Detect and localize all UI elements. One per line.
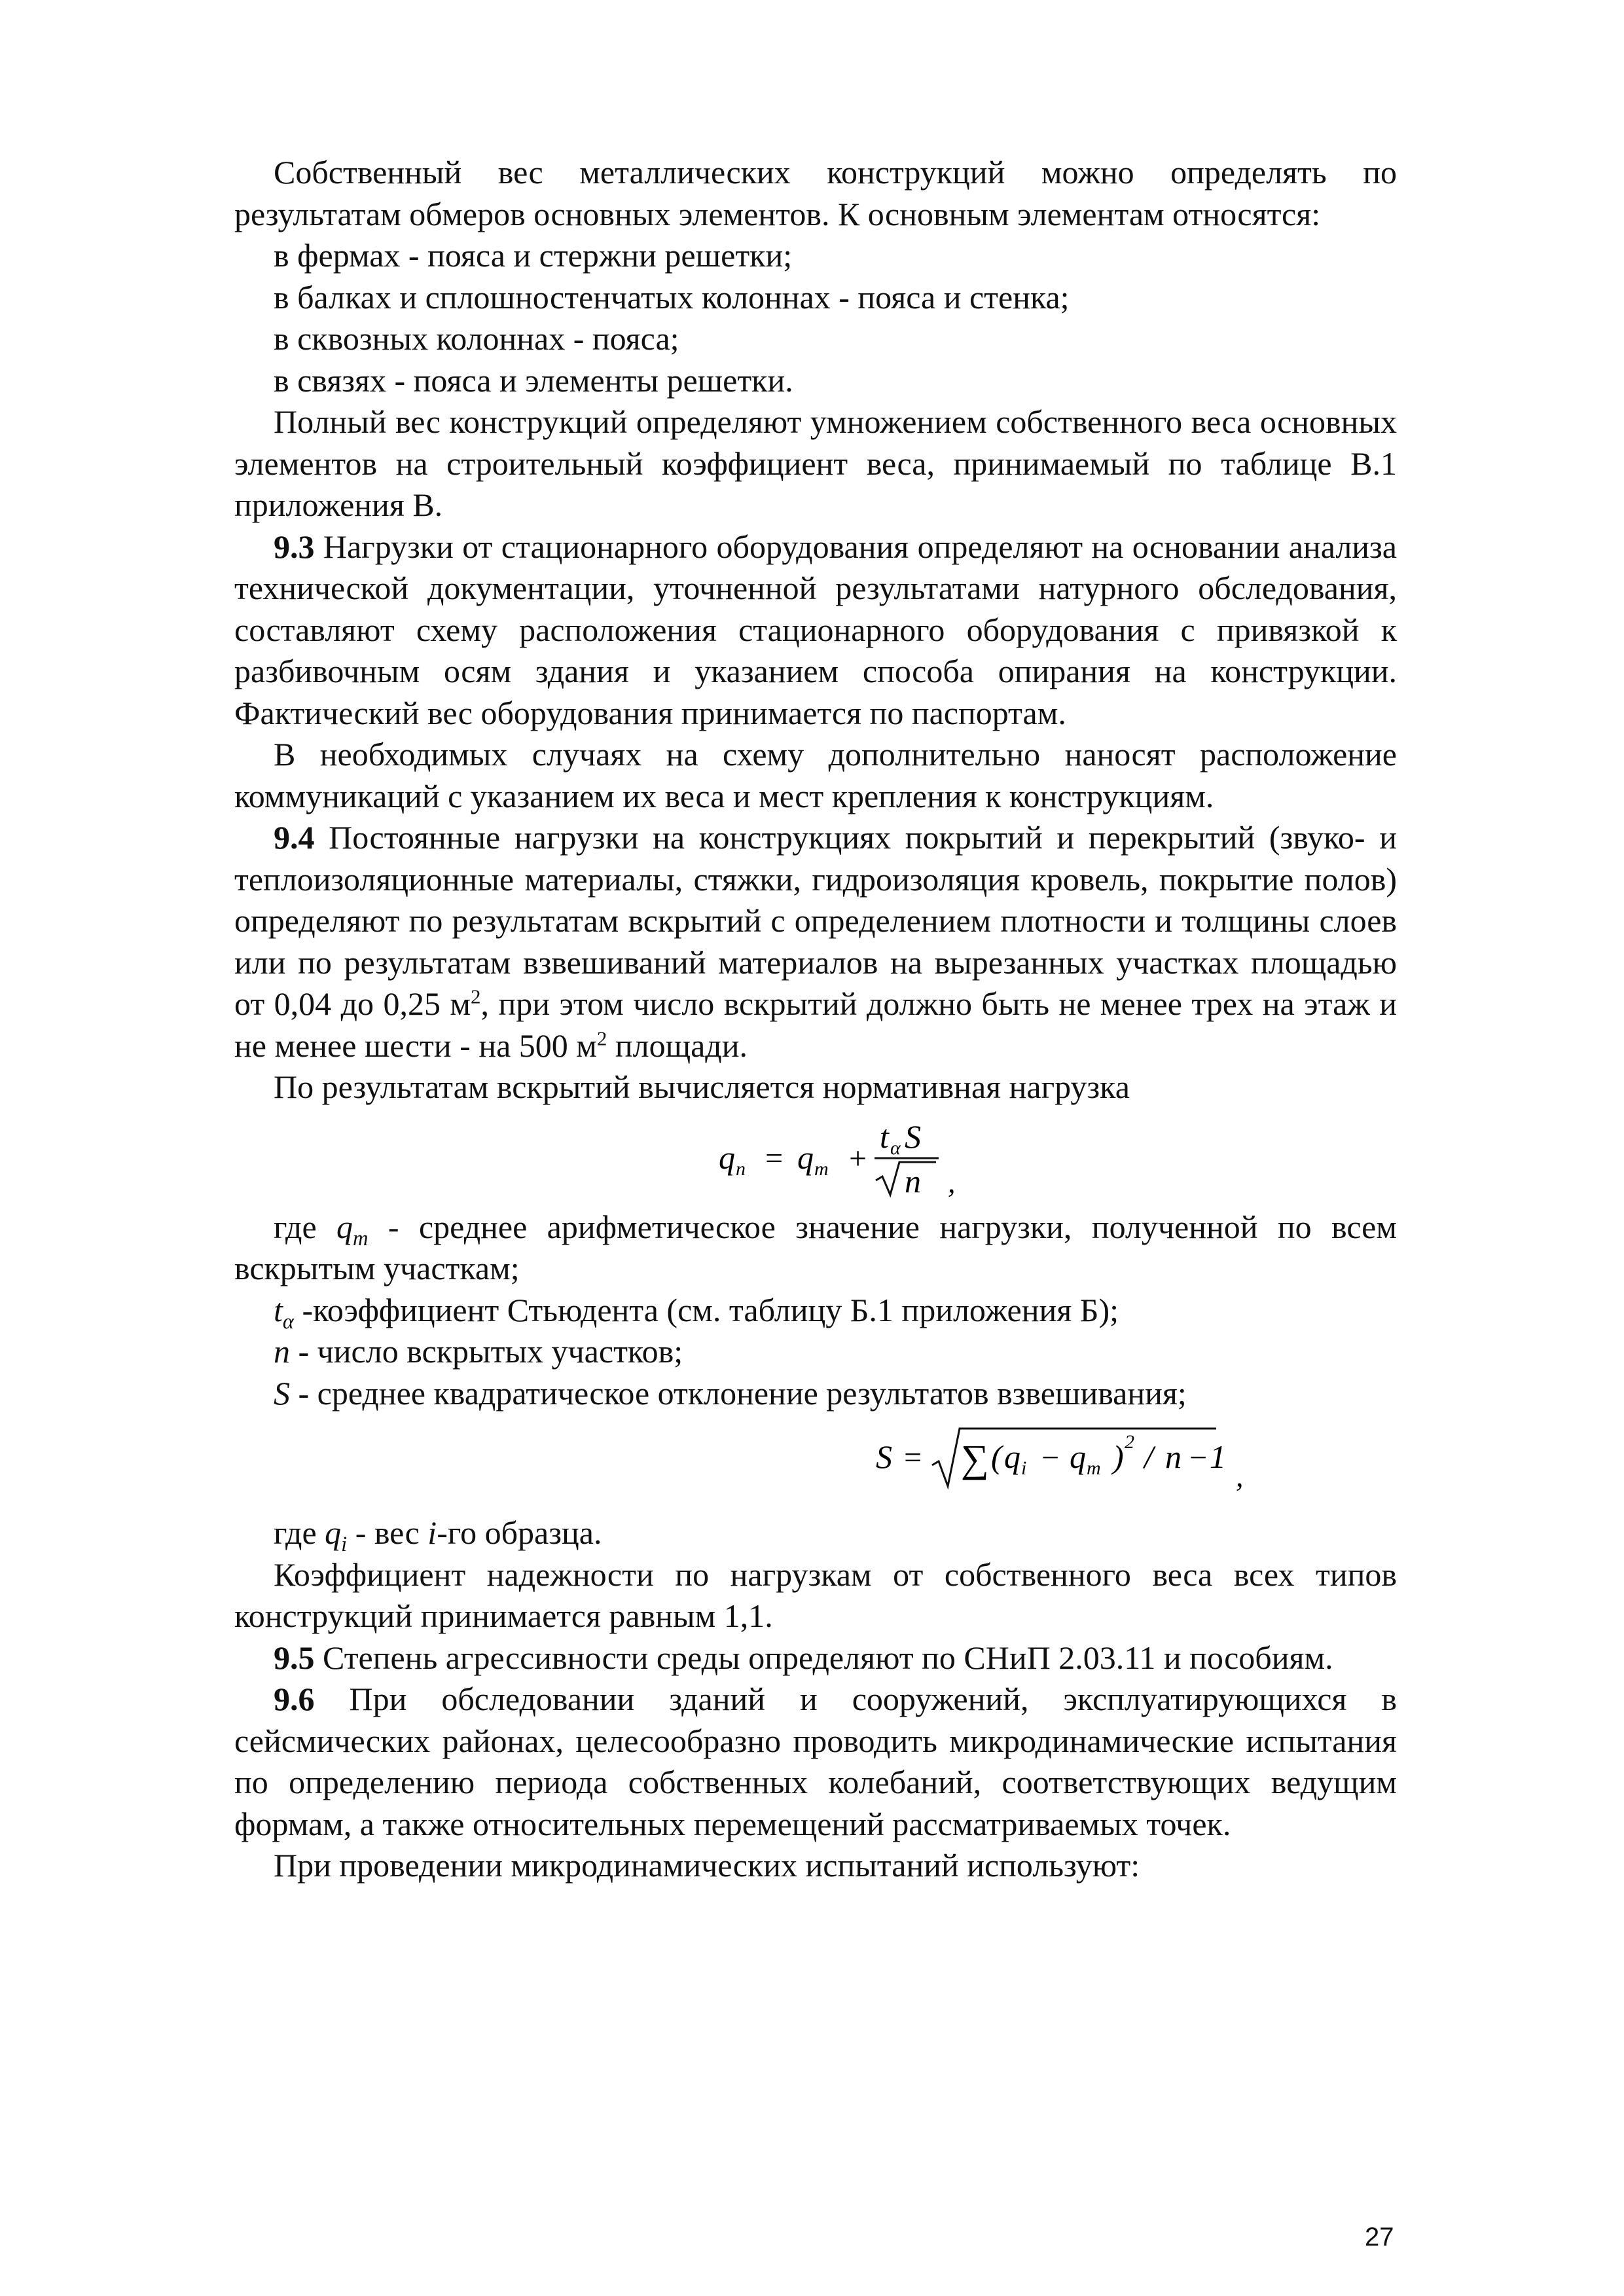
subscript: α bbox=[282, 1309, 294, 1334]
definition-qi bbox=[234, 1512, 1397, 1554]
definition-text: - среднее квадратическое отклонение результатов взвешивания; bbox=[290, 1374, 1187, 1412]
section-text: , при этом число вскрытий должно быть не менее трех на этаж и не менее шести - на 500 м bbox=[234, 985, 1398, 1064]
formula-subscript: m bbox=[814, 1157, 829, 1180]
formula-normative-load bbox=[234, 1108, 1397, 1207]
formula-operator: = bbox=[902, 1440, 924, 1475]
section-text: Постоянные нагрузки на конструкциях покрытий и перекрытий (звуко- и теплоизоляционные материалы, стяжки, гидроизоляция кровель, покрытие полов) определяют по результатам вскрытий с определением плотности и толщины слоев или по результатам взвешиваний материалов на вырезанных участках площадью от 0,04 до 0,25 м bbox=[234, 819, 1397, 1022]
list-item: в фермах - пояса и стержни решетки; bbox=[274, 237, 793, 274]
text-block bbox=[234, 152, 1397, 1887]
paragraph-microdynamic-tests: При проведении микродинамических испытаний используют: bbox=[274, 1847, 1140, 1884]
paragraph-communications: В необходимых случаях на схему дополнительно наносят расположение коммуникаций с указанием их веса и мест крепления к конструкциям. bbox=[234, 736, 1397, 814]
formula-paren: ) bbox=[1113, 1438, 1124, 1475]
where-label: где bbox=[274, 1208, 337, 1245]
subscript: i bbox=[341, 1533, 348, 1556]
section-number: 9.5 bbox=[274, 1639, 315, 1676]
symbol: q bbox=[336, 1208, 353, 1245]
definition-text: -коэффициент Стьюдента (см. таблицу Б.1 приложения Б); bbox=[293, 1291, 1119, 1328]
formula-symbol: n bbox=[1165, 1438, 1182, 1475]
formula-subscript: i bbox=[1021, 1457, 1027, 1479]
section-number: 9.6 bbox=[274, 1681, 315, 1717]
formula-symbol: q bbox=[719, 1139, 735, 1176]
section-text: Нагрузки от стационарного оборудования определяют на основании анализа технической документации, уточненной результатами натурного обследования, составляют схему расположения стационарного оборудования с привязкой к разбивочным осям здания и указанием способа опирания на конструкции. Фактический вес оборудования принимается по паспортам. bbox=[234, 528, 1397, 731]
section-text: площади. bbox=[607, 1027, 748, 1064]
paragraph-reliability-factor: Коэффициент надежности по нагрузкам от собственного веса всех типов конструкций принимается равным 1,1. bbox=[234, 1556, 1397, 1634]
formula-operator: + bbox=[847, 1140, 869, 1176]
paragraph-full-weight: Полный вес конструкций определяют умножением собственного веса основных элементов на строительный коэффициент веса, принимаемый по таблице В.1 приложения В. bbox=[234, 403, 1397, 523]
definition-text: -го образца. bbox=[437, 1514, 602, 1551]
section-text: При обследовании зданий и сооружений, эксплуатирующихся в сейсмических районах, целесообразно проводить микродинамические испытания по определению периода собственных колебаний, соответствующих ведущим формам, а также относительных перемещений рассматриваемых точек. bbox=[234, 1681, 1397, 1842]
section-9-3 bbox=[234, 526, 1397, 735]
formula-symbol: t bbox=[880, 1118, 889, 1155]
where-label: где bbox=[274, 1514, 325, 1551]
section-9-5 bbox=[234, 1637, 1397, 1679]
paragraph-normative-load: По результатам вскрытий вычисляется нормативная нагрузка bbox=[274, 1068, 1130, 1105]
formula-number: 1 bbox=[1210, 1438, 1226, 1475]
symbol: i bbox=[427, 1514, 437, 1551]
formula-operator: − bbox=[1187, 1440, 1209, 1475]
section-number: 9.4 bbox=[274, 819, 315, 856]
formula-symbol: q bbox=[797, 1139, 814, 1176]
superscript: 2 bbox=[596, 1026, 607, 1049]
section-number: 9.3 bbox=[274, 528, 315, 565]
formula-std-deviation bbox=[234, 1414, 1397, 1512]
formula-paren: ( bbox=[991, 1438, 1002, 1475]
formula-subscript: α bbox=[890, 1137, 901, 1159]
list-item: в связях - пояса и элементы решетки. bbox=[274, 361, 793, 399]
symbol: t bbox=[274, 1291, 283, 1328]
page-number: 27 bbox=[1365, 2223, 1394, 2251]
paragraph-own-weight: Собственный вес металлических конструкций можно определять по результатам обмеров основных элементов. К основным элементам относятся: bbox=[234, 154, 1397, 232]
formula-comma: , bbox=[948, 1165, 956, 1199]
formula-power: 2 bbox=[1125, 1431, 1134, 1453]
formula-sum: ∑ bbox=[961, 1437, 989, 1480]
symbol: q bbox=[325, 1514, 342, 1551]
formula-comma: , bbox=[1236, 1459, 1244, 1493]
section-9-4 bbox=[234, 817, 1397, 1066]
section-text: Степень агрессивности среды определяют по СНиП 2.03.11 и пособиям. bbox=[314, 1639, 1333, 1676]
formula-operator: = bbox=[763, 1140, 785, 1176]
formula-subscript: n bbox=[736, 1157, 746, 1180]
list-item: в сквозных колоннах - пояса; bbox=[274, 320, 679, 357]
definition-t-alpha bbox=[234, 1290, 1397, 1332]
symbol: S bbox=[274, 1374, 290, 1412]
definition-text: - число вскрытых участков; bbox=[290, 1333, 683, 1370]
definition-n bbox=[234, 1331, 1397, 1373]
definition-qm bbox=[234, 1207, 1397, 1290]
definition-text: - среднее арифметическое значение нагрузки, полученной по всем вскрытым участкам; bbox=[234, 1208, 1397, 1286]
formula-symbol: q bbox=[1004, 1438, 1020, 1475]
subscript: m bbox=[353, 1226, 369, 1250]
formula-s-svg bbox=[627, 1414, 1216, 1499]
formula-symbol: S bbox=[876, 1438, 892, 1475]
symbol: n bbox=[274, 1333, 290, 1370]
formula-operator: − bbox=[1039, 1440, 1061, 1475]
definition-text: - вес bbox=[347, 1514, 428, 1551]
formula-subscript: m bbox=[1087, 1457, 1101, 1479]
formula-symbol: n bbox=[905, 1162, 921, 1199]
formula-operator: / bbox=[1144, 1438, 1153, 1475]
section-9-6 bbox=[234, 1679, 1397, 1845]
formula-s-tail-svg bbox=[1210, 1414, 1269, 1499]
definition-s bbox=[234, 1373, 1397, 1415]
formula-symbol: S bbox=[905, 1118, 921, 1155]
list-item: в балках и сплошностенчатых колоннах - пояса и стенка; bbox=[274, 278, 1070, 316]
formula-symbol: q bbox=[1070, 1438, 1086, 1475]
superscript: 2 bbox=[471, 985, 481, 1008]
formula-qn-svg bbox=[719, 1115, 1177, 1200]
